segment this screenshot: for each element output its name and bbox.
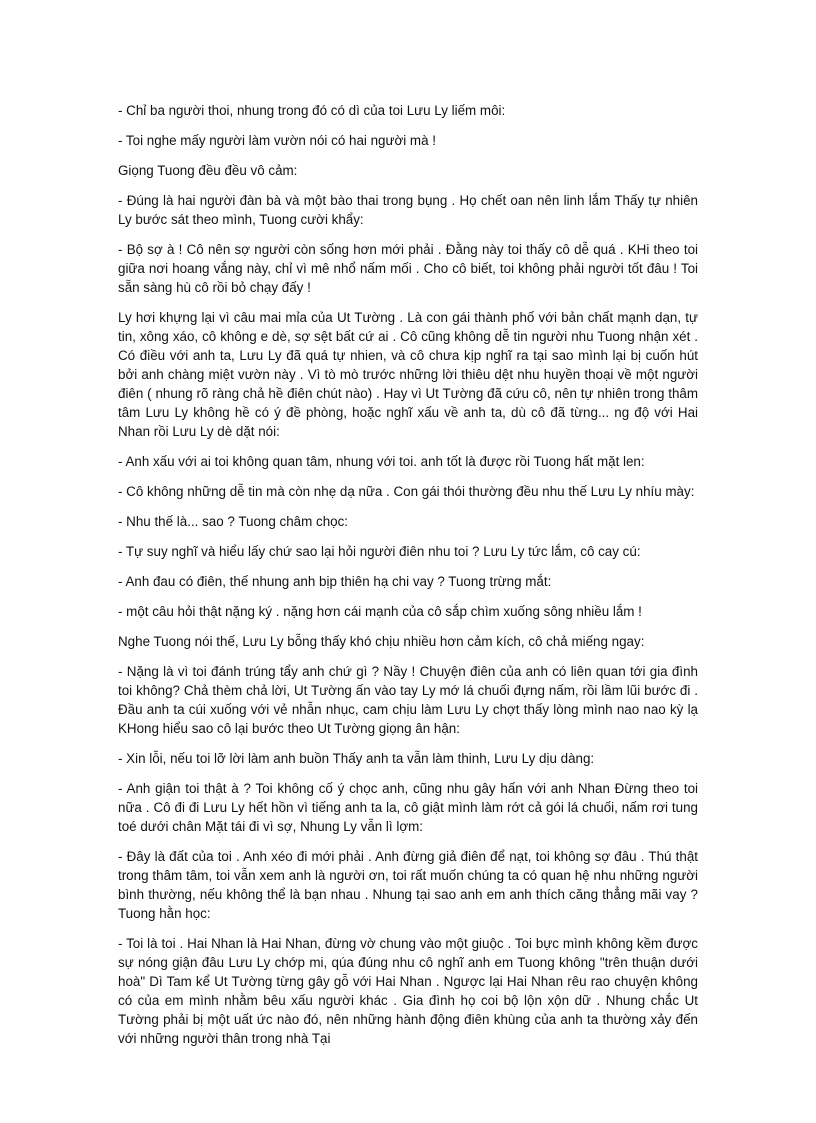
- paragraph: - Toi là toi . Hai Nhan là Hai Nhan, đừng vờ chung vào một giuộc . Toi bực mình không kềm được sự nóng giận đâu Lưu Ly chớp mi, qúa đúng nhu cô nghĩ anh em Tuong không "trên thuận dưới hoà" Dì Tam kể Ut Tường từng gây gỗ với Hai Nhan . Ngược lại Hai Nhan rêu rao chuyện không có của em mình nhằm bêu xấu người khác . Gia đình họ coi bộ lộn xộn dữ . Nhung chắc Ut Tường phải bị một uất ức nào đó, nên những hành động điên khùng của anh ta thường xảy đến với những người thân trong nhà Tại: [118, 936, 698, 1046]
- paragraph: - Tự suy nghĩ và hiểu lấy chứ sao lại hỏi người điên nhu toi ? Lưu Ly tức lắm, cô cay cú:: [118, 544, 641, 559]
- paragraph: Nghe Tuong nói thế, Lưu Ly bỗng thấy khó chịu nhiều hơn cảm kích, cô chả miếng ngay:: [118, 634, 645, 649]
- paragraph: Ly hơi khựng lại vì câu mai mỉa của Ut Tường . Là con gái thành phố với bản chất mạnh dạn, tự tin, xông xáo, cô không e dè, sợ sệt bất cứ ai . Cô cũng không dễ tin người nhu Tuong nhận xét . Có điều với anh ta, Lưu Ly đã quá tự nhien, và cô chưa kịp nghĩ ra tại sao mình lại bị cuốn hút bởi anh chàng miệt vườn này . Vì tò mò trước những lời thiêu dệt nhu huyền thoại về một người điên ( nhung rõ ràng chả hề điên chút nào) . Hay vì Ut Tường đã cứu cô, nên tự nhiên trong thâm tâm Lưu Ly không hề có ý đề phòng, hoặc nghĩ xấu về anh ta, dù cô đã từng... ng độ với Hai Nhan rồi Lưu Ly dè dặt nói:: [118, 310, 698, 439]
- paragraph: - Chỉ ba người thoi, nhung trong đó có dì của toi Lưu Ly liếm môi:: [118, 103, 506, 118]
- paragraph: - Anh xấu với ai toi không quan tâm, nhung với toi. anh tốt là được rồi Tuong hất mặt len:: [118, 454, 645, 469]
- paragraph: - Đây là đất của toi . Anh xéo đi mới phải . Anh đừng giả điên để nạt, toi không sợ đâu . Thú thật trong thâm tâm, toi vẫn xem anh là người ơn, toi rất muốn chúng ta có quan hệ nhu những người bình thường, nếu không thể là bạn nhau . Nhung tại sao anh em anh thích căng thẳng mãi vay ? Tuong hằn học:: [118, 849, 698, 921]
- paragraph: - Nặng là vì toi đánh trúng tẩy anh chứ gì ? Nầy ! Chuyện điên của anh có liên quan tới gia đình toi không? Chả thèm chả lời, Ut Tường ấn vào tay Ly mớ lá chuối đựng nấm, rồi lầm lũi bước đi . Đầu anh ta cúi xuống với vẻ nhẫn nhục, cam chịu làm Lưu Ly chợt thấy lòng mình nao nao kỳ lạ KHong hiểu sao cô lại bước theo Ut Tường giọng ân hận:: [118, 664, 698, 736]
- paragraph: Giọng Tuong đều đều vô cảm:: [118, 163, 298, 178]
- paragraph: - Toi nghe mấy người làm vườn nói có hai người mà !: [118, 133, 436, 148]
- paragraph: - Cô không những dễ tin mà còn nhẹ dạ nữa . Con gái thói thường đều nhu thế Lưu Ly nhíu mày:: [118, 484, 695, 499]
- paragraph: - Bộ sợ à ! Cô nên sợ người còn sống hơn mới phải . Đằng này toi thấy cô dễ quá . KHi theo toi giữa nơi hoang vắng này, chỉ vì mê nhổ nấm mối . Cho cô biết, toi không phải người tốt đâu ! Toi sẵn sàng hù cô rồi bỏ chạy đấy !: [118, 242, 698, 295]
- paragraph: - Anh đau có điên, thế nhung anh bịp thiên hạ chi vay ? Tuong trừng mắt:: [118, 574, 552, 589]
- paragraph: - Nhu thế là... sao ? Tuong châm chọc:: [118, 514, 349, 529]
- paragraph: - một câu hỏi thật nặng ký . nặng hơn cái mạnh của cô sắp chìm xuống sông nhiều lắm !: [118, 604, 642, 619]
- document-page: [118, 101, 698, 1059]
- paragraph: - Đúng là hai người đàn bà và một bào thai trong bụng . Họ chết oan nên linh lắm Thấy tự nhiên Ly bước sát theo mình, Tuong cười khẩy:: [118, 193, 698, 227]
- paragraph: - Anh giận toi thật à ? Toi không cố ý chọc anh, cũng nhu gây hấn với anh Nhan Đừng theo toi nữa . Cô đi đi Lưu Ly hết hồn vì tiếng anh ta la, cô giật mình làm rớt cả gói lá chuối, nấm rơi tung toé dưới chân Mặt tái đi vì sợ, Nhung Ly vẫn lì lợm:: [118, 781, 698, 834]
- paragraph: - Xin lỗi, nếu toi lỡ lời làm anh buồn Thấy anh ta vẫn làm thinh, Lưu Ly dịu dàng:: [118, 751, 595, 766]
